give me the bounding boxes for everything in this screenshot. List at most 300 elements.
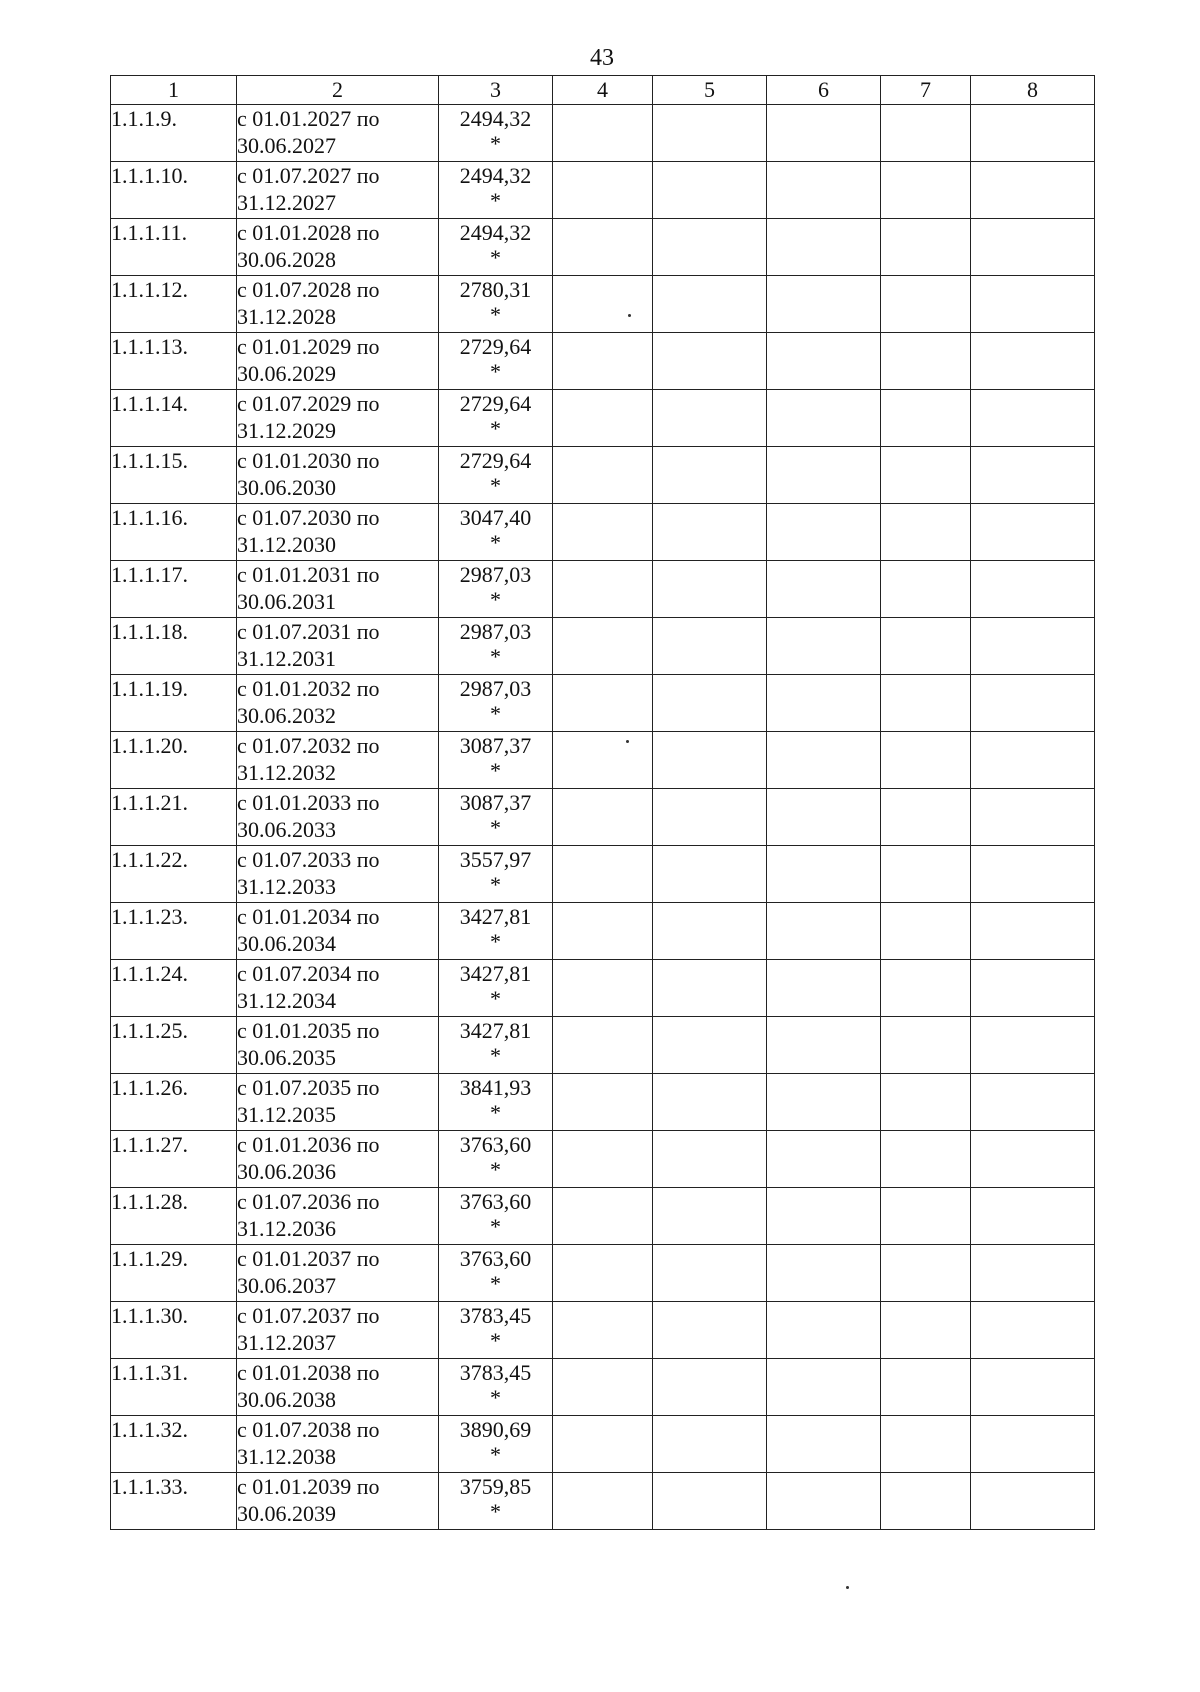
empty-cell-col-5 xyxy=(653,1302,767,1359)
column-header-5: 5 xyxy=(653,76,767,105)
empty-cell-col-6 xyxy=(767,789,881,846)
table-row xyxy=(111,618,1095,675)
tariff-value-cell xyxy=(439,789,553,846)
period-start-text: с 01.07.2032 по xyxy=(237,733,380,758)
table-row xyxy=(111,1359,1095,1416)
period-cell xyxy=(237,789,439,846)
tariff-value-text: 3783,45 xyxy=(459,1303,532,1328)
period-end-text: 30.06.2037 xyxy=(237,1273,336,1298)
item-number-cell: 1.1.1.31. xyxy=(111,1359,237,1416)
period-cell xyxy=(237,276,439,333)
period-cell xyxy=(237,504,439,561)
empty-cell-col-6 xyxy=(767,276,881,333)
tariff-value-cell xyxy=(439,1416,553,1473)
table-row xyxy=(111,1074,1095,1131)
empty-cell-col-7 xyxy=(881,333,971,390)
footnote-mark: * xyxy=(490,1442,501,1467)
tariff-value-cell xyxy=(439,1131,553,1188)
period-cell xyxy=(237,219,439,276)
empty-cell-col-6 xyxy=(767,1188,881,1245)
empty-cell-col-6 xyxy=(767,618,881,675)
footnote-mark: * xyxy=(490,1157,501,1182)
column-header-6: 6 xyxy=(767,76,881,105)
tariff-value-text: 2729,64 xyxy=(459,448,532,473)
stray-dot-mark xyxy=(846,1586,849,1589)
tariff-value-cell xyxy=(439,1302,553,1359)
period-start-text: с 01.01.2034 по xyxy=(237,904,380,929)
table-row xyxy=(111,504,1095,561)
tariff-value-cell xyxy=(439,960,553,1017)
footnote-mark: * xyxy=(490,587,501,612)
empty-cell-col-7 xyxy=(881,504,971,561)
empty-cell-col-4 xyxy=(553,1416,653,1473)
period-cell xyxy=(237,447,439,504)
period-end-text: 31.12.2034 xyxy=(237,988,336,1013)
empty-cell-col-5 xyxy=(653,504,767,561)
column-header-2: 2 xyxy=(237,76,439,105)
empty-cell-col-8 xyxy=(971,675,1095,732)
empty-cell-col-5 xyxy=(653,1188,767,1245)
tariff-value-text: 3783,45 xyxy=(459,1360,532,1385)
item-number-cell: 1.1.1.33. xyxy=(111,1473,237,1530)
period-end-text: 31.12.2036 xyxy=(237,1216,336,1241)
period-cell xyxy=(237,846,439,903)
empty-cell-col-4 xyxy=(553,1245,653,1302)
empty-cell-col-6 xyxy=(767,561,881,618)
empty-cell-col-8 xyxy=(971,333,1095,390)
empty-cell-col-6 xyxy=(767,675,881,732)
column-header-7: 7 xyxy=(881,76,971,105)
period-cell xyxy=(237,618,439,675)
tariff-value-text: 2494,32 xyxy=(459,163,532,188)
period-start-text: с 01.07.2027 по xyxy=(237,163,380,188)
empty-cell-col-7 xyxy=(881,447,971,504)
period-start-text: с 01.01.2036 по xyxy=(237,1132,380,1157)
empty-cell-col-6 xyxy=(767,1359,881,1416)
period-end-text: 31.12.2028 xyxy=(237,304,336,329)
item-number-cell: 1.1.1.15. xyxy=(111,447,237,504)
tariff-value-text: 3890,69 xyxy=(459,1417,532,1442)
empty-cell-col-4 xyxy=(553,789,653,846)
empty-cell-col-4 xyxy=(553,1017,653,1074)
footnote-mark: * xyxy=(490,1385,501,1410)
empty-cell-col-8 xyxy=(971,561,1095,618)
table-row xyxy=(111,219,1095,276)
footnote-mark: * xyxy=(490,644,501,669)
table-row xyxy=(111,732,1095,789)
period-end-text: 30.06.2035 xyxy=(237,1045,336,1070)
empty-cell-col-5 xyxy=(653,903,767,960)
period-end-text: 31.12.2038 xyxy=(237,1444,336,1469)
period-start-text: с 01.07.2033 по xyxy=(237,847,380,872)
period-start-text: с 01.01.2031 по xyxy=(237,562,380,587)
empty-cell-col-5 xyxy=(653,1245,767,1302)
page-number: 43 xyxy=(590,45,614,71)
tariff-table xyxy=(110,75,1095,1530)
empty-cell-col-6 xyxy=(767,105,881,162)
tariff-value-cell xyxy=(439,1017,553,1074)
tariff-value-cell xyxy=(439,390,553,447)
empty-cell-col-6 xyxy=(767,1302,881,1359)
empty-cell-col-5 xyxy=(653,561,767,618)
period-start-text: с 01.01.2035 по xyxy=(237,1018,380,1043)
empty-cell-col-7 xyxy=(881,162,971,219)
footnote-mark: * xyxy=(490,245,501,270)
item-number-cell: 1.1.1.24. xyxy=(111,960,237,1017)
tariff-value-text: 3427,81 xyxy=(459,961,532,986)
tariff-value-text: 2494,32 xyxy=(459,106,532,131)
footnote-mark: * xyxy=(490,359,501,384)
table-row xyxy=(111,1188,1095,1245)
item-number-cell: 1.1.1.32. xyxy=(111,1416,237,1473)
tariff-value-cell xyxy=(439,504,553,561)
period-cell xyxy=(237,162,439,219)
footnote-mark: * xyxy=(490,188,501,213)
item-number-cell: 1.1.1.17. xyxy=(111,561,237,618)
table-row xyxy=(111,1416,1095,1473)
tariff-value-text: 3047,40 xyxy=(459,505,532,530)
period-end-text: 31.12.2037 xyxy=(237,1330,336,1355)
table-row xyxy=(111,390,1095,447)
empty-cell-col-5 xyxy=(653,276,767,333)
empty-cell-col-7 xyxy=(881,276,971,333)
empty-cell-col-6 xyxy=(767,162,881,219)
tariff-value-text: 2729,64 xyxy=(459,391,532,416)
item-number-cell: 1.1.1.13. xyxy=(111,333,237,390)
empty-cell-col-6 xyxy=(767,1074,881,1131)
tariff-value-cell xyxy=(439,903,553,960)
footnote-mark: * xyxy=(490,530,501,555)
tariff-value-text: 3763,60 xyxy=(459,1189,532,1214)
empty-cell-col-8 xyxy=(971,732,1095,789)
table-row xyxy=(111,1245,1095,1302)
empty-cell-col-6 xyxy=(767,1017,881,1074)
empty-cell-col-5 xyxy=(653,219,767,276)
table-row xyxy=(111,846,1095,903)
empty-cell-col-8 xyxy=(971,276,1095,333)
table-row xyxy=(111,675,1095,732)
table-row xyxy=(111,1302,1095,1359)
period-start-text: с 01.07.2037 по xyxy=(237,1303,380,1328)
item-number-cell: 1.1.1.20. xyxy=(111,732,237,789)
stray-dot-mark xyxy=(628,314,631,317)
empty-cell-col-4 xyxy=(553,675,653,732)
period-end-text: 31.12.2031 xyxy=(237,646,336,671)
period-end-text: 31.12.2029 xyxy=(237,418,336,443)
tariff-value-cell xyxy=(439,219,553,276)
period-end-text: 30.06.2032 xyxy=(237,703,336,728)
empty-cell-col-5 xyxy=(653,1131,767,1188)
empty-cell-col-6 xyxy=(767,1131,881,1188)
empty-cell-col-8 xyxy=(971,1017,1095,1074)
footnote-mark: * xyxy=(490,1214,501,1239)
period-start-text: с 01.07.2029 по xyxy=(237,391,380,416)
empty-cell-col-4 xyxy=(553,732,653,789)
period-start-text: с 01.01.2028 по xyxy=(237,220,380,245)
period-end-text: 30.06.2036 xyxy=(237,1159,336,1184)
tariff-value-cell xyxy=(439,1473,553,1530)
period-end-text: 30.06.2028 xyxy=(237,247,336,272)
footnote-mark: * xyxy=(490,302,501,327)
period-start-text: с 01.07.2035 по xyxy=(237,1075,380,1100)
period-start-text: с 01.01.2033 по xyxy=(237,790,380,815)
period-cell xyxy=(237,732,439,789)
period-start-text: с 01.01.2032 по xyxy=(237,676,380,701)
empty-cell-col-4 xyxy=(553,390,653,447)
item-number-cell: 1.1.1.19. xyxy=(111,675,237,732)
empty-cell-col-4 xyxy=(553,1131,653,1188)
period-cell xyxy=(237,333,439,390)
period-start-text: с 01.01.2027 по xyxy=(237,106,380,131)
tariff-value-cell xyxy=(439,618,553,675)
empty-cell-col-5 xyxy=(653,162,767,219)
empty-cell-col-4 xyxy=(553,162,653,219)
tariff-value-text: 3087,37 xyxy=(459,733,532,758)
empty-cell-col-8 xyxy=(971,1131,1095,1188)
period-cell xyxy=(237,1131,439,1188)
footnote-mark: * xyxy=(490,986,501,1011)
empty-cell-col-7 xyxy=(881,105,971,162)
empty-cell-col-8 xyxy=(971,105,1095,162)
period-end-text: 30.06.2039 xyxy=(237,1501,336,1526)
item-number-cell: 1.1.1.9. xyxy=(111,105,237,162)
empty-cell-col-4 xyxy=(553,105,653,162)
period-cell xyxy=(237,1074,439,1131)
empty-cell-col-8 xyxy=(971,447,1095,504)
tariff-value-text: 3763,60 xyxy=(459,1246,532,1271)
empty-cell-col-4 xyxy=(553,219,653,276)
table-row xyxy=(111,1131,1095,1188)
empty-cell-col-6 xyxy=(767,1473,881,1530)
footnote-mark: * xyxy=(490,758,501,783)
tariff-value-cell xyxy=(439,276,553,333)
footnote-mark: * xyxy=(490,473,501,498)
empty-cell-col-8 xyxy=(971,903,1095,960)
footnote-mark: * xyxy=(490,1043,501,1068)
tariff-value-text: 3557,97 xyxy=(459,847,532,872)
tariff-value-cell xyxy=(439,162,553,219)
period-end-text: 30.06.2033 xyxy=(237,817,336,842)
tariff-value-text: 3759,85 xyxy=(459,1474,532,1499)
tariff-value-cell xyxy=(439,675,553,732)
tariff-value-cell xyxy=(439,105,553,162)
empty-cell-col-4 xyxy=(553,1074,653,1131)
period-cell xyxy=(237,1302,439,1359)
footnote-mark: * xyxy=(490,1499,501,1524)
empty-cell-col-7 xyxy=(881,1074,971,1131)
tariff-value-cell xyxy=(439,732,553,789)
item-number-cell: 1.1.1.26. xyxy=(111,1074,237,1131)
period-start-text: с 01.01.2038 по xyxy=(237,1360,380,1385)
period-start-text: с 01.01.2029 по xyxy=(237,334,380,359)
item-number-cell: 1.1.1.23. xyxy=(111,903,237,960)
table-row xyxy=(111,1017,1095,1074)
empty-cell-col-7 xyxy=(881,1131,971,1188)
tariff-value-cell xyxy=(439,333,553,390)
period-cell xyxy=(237,105,439,162)
tariff-value-text: 2987,03 xyxy=(459,676,532,701)
empty-cell-col-4 xyxy=(553,447,653,504)
item-number-cell: 1.1.1.30. xyxy=(111,1302,237,1359)
empty-cell-col-6 xyxy=(767,504,881,561)
empty-cell-col-4 xyxy=(553,504,653,561)
tariff-value-cell xyxy=(439,1359,553,1416)
period-end-text: 30.06.2029 xyxy=(237,361,336,386)
period-cell xyxy=(237,1473,439,1530)
empty-cell-col-7 xyxy=(881,618,971,675)
table-row xyxy=(111,162,1095,219)
empty-cell-col-7 xyxy=(881,960,971,1017)
item-number-cell: 1.1.1.10. xyxy=(111,162,237,219)
table-row xyxy=(111,903,1095,960)
item-number-cell: 1.1.1.21. xyxy=(111,789,237,846)
empty-cell-col-5 xyxy=(653,390,767,447)
empty-cell-col-5 xyxy=(653,1074,767,1131)
table-header xyxy=(111,76,1095,105)
tariff-value-cell xyxy=(439,1188,553,1245)
empty-cell-col-7 xyxy=(881,732,971,789)
empty-cell-col-5 xyxy=(653,1473,767,1530)
item-number-cell: 1.1.1.16. xyxy=(111,504,237,561)
tariff-value-cell xyxy=(439,1074,553,1131)
period-start-text: с 01.01.2037 по xyxy=(237,1246,380,1271)
item-number-cell: 1.1.1.12. xyxy=(111,276,237,333)
period-start-text: с 01.07.2038 по xyxy=(237,1417,380,1442)
item-number-cell: 1.1.1.27. xyxy=(111,1131,237,1188)
empty-cell-col-8 xyxy=(971,1188,1095,1245)
period-end-text: 31.12.2032 xyxy=(237,760,336,785)
period-cell xyxy=(237,1188,439,1245)
period-end-text: 30.06.2038 xyxy=(237,1387,336,1412)
empty-cell-col-4 xyxy=(553,960,653,1017)
empty-cell-col-5 xyxy=(653,447,767,504)
tariff-value-cell xyxy=(439,1245,553,1302)
empty-cell-col-7 xyxy=(881,1302,971,1359)
empty-cell-col-7 xyxy=(881,675,971,732)
period-start-text: с 01.07.2031 по xyxy=(237,619,380,644)
item-number-cell: 1.1.1.14. xyxy=(111,390,237,447)
item-number-cell: 1.1.1.25. xyxy=(111,1017,237,1074)
item-number-cell: 1.1.1.28. xyxy=(111,1188,237,1245)
period-end-text: 30.06.2027 xyxy=(237,133,336,158)
empty-cell-col-5 xyxy=(653,732,767,789)
period-end-text: 31.12.2030 xyxy=(237,532,336,557)
column-header-4: 4 xyxy=(553,76,653,105)
item-number-cell: 1.1.1.11. xyxy=(111,219,237,276)
tariff-value-cell xyxy=(439,561,553,618)
empty-cell-col-6 xyxy=(767,390,881,447)
empty-cell-col-7 xyxy=(881,1245,971,1302)
column-header-3: 3 xyxy=(439,76,553,105)
tariff-value-text: 3427,81 xyxy=(459,904,532,929)
period-start-text: с 01.01.2039 по xyxy=(237,1474,380,1499)
empty-cell-col-8 xyxy=(971,618,1095,675)
empty-cell-col-8 xyxy=(971,960,1095,1017)
empty-cell-col-8 xyxy=(971,504,1095,561)
empty-cell-col-8 xyxy=(971,1473,1095,1530)
period-cell xyxy=(237,1416,439,1473)
empty-cell-col-5 xyxy=(653,1017,767,1074)
empty-cell-col-5 xyxy=(653,675,767,732)
table-body xyxy=(111,105,1095,1530)
tariff-value-cell xyxy=(439,846,553,903)
empty-cell-col-7 xyxy=(881,1017,971,1074)
item-number-cell: 1.1.1.22. xyxy=(111,846,237,903)
empty-cell-col-8 xyxy=(971,1359,1095,1416)
empty-cell-col-8 xyxy=(971,1416,1095,1473)
empty-cell-col-5 xyxy=(653,846,767,903)
empty-cell-col-4 xyxy=(553,1188,653,1245)
table-row xyxy=(111,333,1095,390)
tariff-value-text: 2987,03 xyxy=(459,619,532,644)
empty-cell-col-8 xyxy=(971,1245,1095,1302)
period-end-text: 31.12.2027 xyxy=(237,190,336,215)
item-number-cell: 1.1.1.29. xyxy=(111,1245,237,1302)
footnote-mark: * xyxy=(490,1328,501,1353)
table-row xyxy=(111,1473,1095,1530)
empty-cell-col-4 xyxy=(553,1359,653,1416)
period-cell xyxy=(237,1017,439,1074)
empty-cell-col-4 xyxy=(553,846,653,903)
period-end-text: 30.06.2034 xyxy=(237,931,336,956)
column-header-1: 1 xyxy=(111,76,237,105)
tariff-value-text: 2780,31 xyxy=(459,277,532,302)
empty-cell-col-4 xyxy=(553,561,653,618)
period-start-text: с 01.07.2028 по xyxy=(237,277,380,302)
empty-cell-col-6 xyxy=(767,903,881,960)
empty-cell-col-5 xyxy=(653,618,767,675)
period-start-text: с 01.01.2030 по xyxy=(237,448,380,473)
table-row xyxy=(111,105,1095,162)
header-row xyxy=(111,76,1095,105)
empty-cell-col-6 xyxy=(767,732,881,789)
table-row xyxy=(111,960,1095,1017)
period-start-text: с 01.07.2034 по xyxy=(237,961,380,986)
empty-cell-col-8 xyxy=(971,390,1095,447)
period-cell xyxy=(237,390,439,447)
empty-cell-col-5 xyxy=(653,105,767,162)
empty-cell-col-5 xyxy=(653,789,767,846)
table-row xyxy=(111,447,1095,504)
column-header-8: 8 xyxy=(971,76,1095,105)
empty-cell-col-5 xyxy=(653,960,767,1017)
empty-cell-col-7 xyxy=(881,789,971,846)
empty-cell-col-8 xyxy=(971,846,1095,903)
period-end-text: 30.06.2031 xyxy=(237,589,336,614)
tariff-value-text: 3763,60 xyxy=(459,1132,532,1157)
empty-cell-col-8 xyxy=(971,1074,1095,1131)
empty-cell-col-7 xyxy=(881,1188,971,1245)
empty-cell-col-4 xyxy=(553,333,653,390)
empty-cell-col-7 xyxy=(881,903,971,960)
empty-cell-col-7 xyxy=(881,390,971,447)
tariff-value-text: 3087,37 xyxy=(459,790,532,815)
empty-cell-col-4 xyxy=(553,903,653,960)
empty-cell-col-7 xyxy=(881,219,971,276)
tariff-value-text: 3841,93 xyxy=(459,1075,532,1100)
tariff-value-text: 3427,81 xyxy=(459,1018,532,1043)
period-end-text: 31.12.2035 xyxy=(237,1102,336,1127)
empty-cell-col-8 xyxy=(971,162,1095,219)
footnote-mark: * xyxy=(490,1100,501,1125)
footnote-mark: * xyxy=(490,131,501,156)
tariff-value-text: 2987,03 xyxy=(459,562,532,587)
footnote-mark: * xyxy=(490,872,501,897)
empty-cell-col-7 xyxy=(881,1416,971,1473)
empty-cell-col-8 xyxy=(971,219,1095,276)
empty-cell-col-8 xyxy=(971,1302,1095,1359)
tariff-value-text: 2494,32 xyxy=(459,220,532,245)
